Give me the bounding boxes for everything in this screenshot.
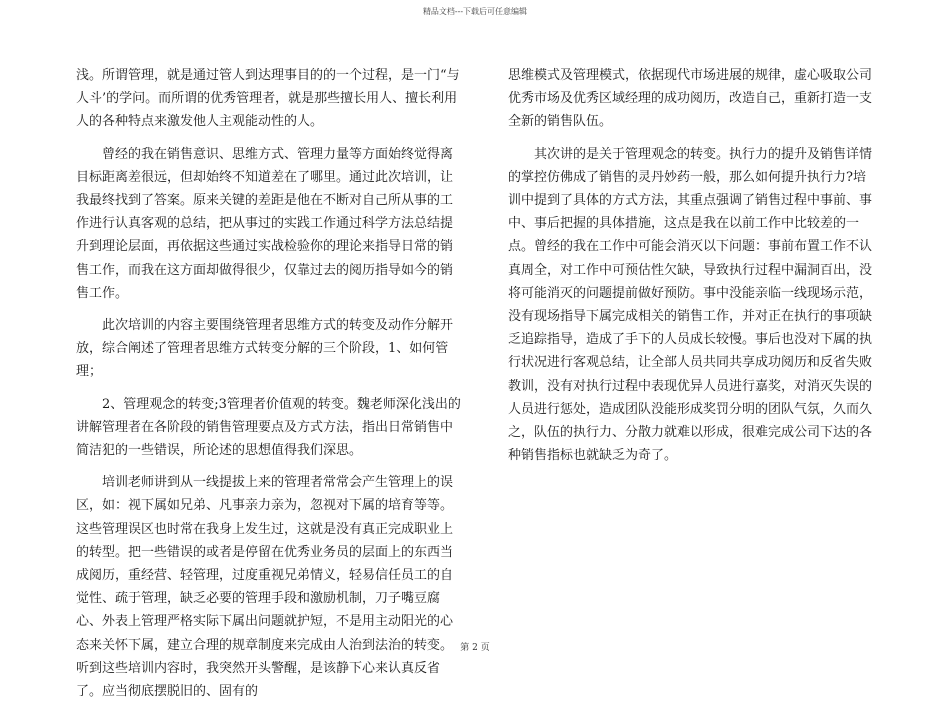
paragraph: 浅。所谓管理，就是通过管人到达理事目的的一个过程，是一门“与人斗’的学问。而所谓的优秀管理者，就是那些擅长用人、擅长利用人的各种特点来激发他人主观能动性的人。 <box>76 68 460 130</box>
paragraph: 思维模式及管理模式，依据现代市场进展的规律，虚心吸取公司优秀市场及优秀区域经理的成功阅历，改造自己，重新打造一支全新的销售队伍。 <box>508 68 873 130</box>
paragraph: 2、管理观念的转变;3管理者价值观的转变。魏老师深化浅出的讲解管理者在各阶段的销售管理要点及方式方法，指出日常销售中简洁犯的一些错误，所论述的思想值得我们深思。 <box>76 396 461 459</box>
paragraph: 曾经的我在销售意识、思维方式、管理力量等方面始终觉得离目标距离差很远，但却始终不知道差在了哪里。通过此次培训，让我最终找到了答案。原来关键的差距是他在不断对自己所从事的工作进行认真客观的总结，把从事过的实践工作通过科学方法总结提升到理论层面，再依据这些通过实战检验你的理论来指导日常的销售工作，而我在这方面却做得很少，仅靠过去的阅历指导如今的销售工作。 <box>76 146 454 301</box>
page-header: 精品文档---下载后可任意编辑 <box>422 7 528 16</box>
paragraph: 培训老师讲到从一线提拔上来的管理者常常会产生管理上的误区，如：视下属如兄弟、凡事亲力亲为，忽视对下属的培育等等。这些管理误区也时常在我身上发生过，这就是没有真正完成职业上的转型。把一些错误的或者是停留在优秀业务员的层面上的东西当成阅历，重经营、轻管理，过度重视兄弟情义，轻易信任员工的自觉性、疏于管理，缺乏必要的管理手段和激励机制，刀子嘴豆腐心、外表上管理严格实际下属出问题就护短，不是用主动阳光的心态来关怀下属，建立合理的规章制度来完成由人治到法治的转变。听到这些培训内容时，我突然开头警醒，是该静下心来认真反省了。应当彻底摆脱旧的、固有的 <box>76 475 454 700</box>
paragraph: 此次培训的内容主要围绕管理者思维方式的转变及动作分解开放，综合阐述了管理者思维方式转变分解的三个阶段，1、如何管理； <box>76 318 454 380</box>
right-column <box>508 64 878 476</box>
paragraph: 其次讲的是关于管理观念的转变。执行力的提升及销售详情的掌控仿佛成了销售的灵丹妙药一般，那么如何提升执行力?培训中提到了具体的方式方法，其重点强调了销售过程中事前、事中、事后把握的具体措施，这点是我在以前工作中比较差的一点。曾经的我在工作中可能会消灭以下问题：事前布置工作不认真周全，对工作中可预估性欠缺，导致执行过程中漏洞百出，没将可能消灭的问题提前做好预防。事中没能亲临一线现场示范，没有现场指导下属完成相关的销售工作，并对正在执行的事项缺乏追踪指导，造成了手下的人员成长较慢。事后也没对下属的执行状况进行客观总结，让全部人员共同共享成功阅历和反省失败教训，没有对执行过程中表现优异人员进行嘉奖，对消灭失误的人员进行惩处，造成团队没能形成奖罚分明的团队气氛，久而久之，队伍的执行力、分散力就难以形成，很难完成公司下达的各种销售指标也就缺乏为奇了。 <box>508 146 873 464</box>
page-number: 第 2 页 <box>460 643 490 653</box>
left-column <box>76 64 462 712</box>
